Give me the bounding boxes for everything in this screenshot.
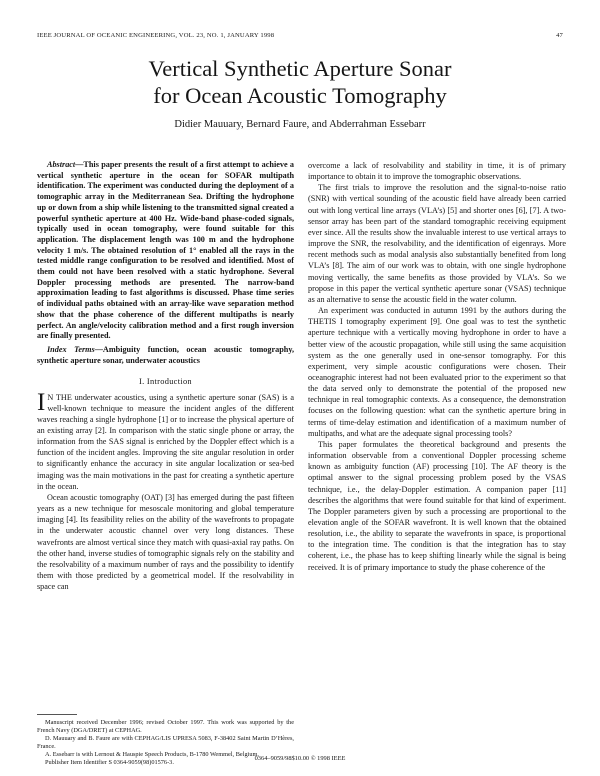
footnote-affiliation-2: A. Essebarr is with Lernout & Hauspie Speech Products, B-1780 Wemmel, Belgium. (45, 751, 259, 759)
page-number: 47 (556, 32, 563, 39)
section-heading: I. Introduction (139, 377, 192, 387)
author-list: Didier Mauuary, Bernard Faure, and Abderrahman Essebarr (174, 119, 426, 130)
right-paragraph-1: The first trials to improve the resolution and the signal-to-noise ratio (SNR) with vertical sounding of the acoustic field have already been carried out with long vertical line arrays (VLA’s) [5] and shorter ones [6], [7]. A two-sensor array has been part of the standard tomographic receiving equipment ever since. All the results show the invaluable interest to use vertical arrays to improve the SNR, the resolvability, and the identification of eigenrays. More recent methods such as modal analysis also substantially benefited from long VLA’s [8]. The aim of our work was to obtain, with one single hydrophone moving vertically, the same benefits as those provided by VLA’s. So we propose in this paper the vertical synthetic aperture sonar (VSAS) technique as an alternative to sense the acoustic field in the water column. (308, 183, 566, 304)
footnote-publisher-id: Publisher Item Identifier S 0364-9059(98)01576-3. (45, 759, 174, 767)
running-header (37, 32, 563, 44)
intro-paragraph-2: Ocean acoustic tomography (OAT) [3] has emerged during the past fifteen years as a new technique for mesoscale monitoring and global temperature imaging [4]. Its feasibility relies on the ability of the wavefronts to propagate in the underwater acoustic channel over very long distances. These wavefronts are almost vertical since they match with quasi-axial ray paths. On the other hand, inverse studies of tomographic signals rely on the stability and the resolvability of a maximum number of rays and the possibility to identify them with those predicted by a geometrical model. If the resolvability in space can (37, 492, 294, 592)
right-paragraph-3: This paper formulates the theoretical background and presents the information observable from a conventional Doppler processing scheme known as ambiguity function (AF) processing [10]. The AF theory is the optimal answer to the signal processing problem posed by the VSAS technique, i.e., the delay-Doppler estimation. A companion paper [11] describes the algorithms that were found suitable for that kind of experiment. The Doppler parameters given by such a processing are proportional to the elevation angle of the SOFAR wavefront. It is well known that the obtained resolution, i.e., the ability to separate the wavefronts in space, is proportional to the integration time. The condition is that the integration has to stay coherent, i.e., the phase has to keep shifting linearly while the signal is being received. It is of primary importance to study the phase coherence of the (308, 439, 566, 572)
title-line-2: for Ocean Acoustic Tomography (153, 83, 447, 108)
right-paragraph-2: An experiment was conducted in autumn 1991 by the authors during the THETIS I tomography experiment [9]. One goal was to test the synthetic aperture technique with a vertically moving hydrophone in order to have a better view of the acoustic propagation, while still using the same acquisition system as the one generally used in one-sensor tomography. For this experiment, very simple acoustic configurations were chosen. Their oceanographic interest had not been evaluated prior to the experiment so that the data served only to demonstrate the potential of the proposed new technique in real tomographic contexts. As a consequence, the demonstration focuses on the following question: what can the synthetic aperture bring in terms of time-delay estimation and identification of a maximum number of multipaths, and what are the adequate signal processing tools? (308, 306, 566, 438)
intro-paragraph-1-text: N THE underwater acoustics, using a synthetic aperture sonar (SAS) is a well-known technique to measure the incident angles of the different waves reaching a single hydrophone [1] or to increase the physical aperture of an existing array [2]. In comparison with the static single phone or array, the information from the SAS signal is enriched by the Doppler effect which is a function of the incident angles. Improving the site angular resolution in order to significantly enhance the accuracy in site angular localization or sea-bed imaging was the main motivations in the past for creating a synthetic aperture in the ocean. (37, 392, 294, 491)
footnote-manuscript: Manuscript received December 1996; revised October 1997. This work was supported by the French Navy (DGA/DRET) at CEPHAG. (37, 719, 294, 735)
abstract-lead: Abstract— (47, 160, 84, 169)
paper-title (0, 55, 600, 109)
abstract (37, 160, 294, 342)
drop-cap: I (37, 388, 46, 416)
right-column (308, 160, 566, 573)
index-terms-text: —Ambiguity function, ocean acoustic tomography, synthetic aperture sonar, underwater acoustics (37, 344, 295, 365)
abstract-text: This paper presents the result of a first attempt to achieve a vertical synthetic aperture in the ocean for SOFAR multipath identification. The experiment was conducted during the deployment of a tomographic array in the Mediterranean Sea. Drifting the hydrophone up or down from a ship while listening to the transmitted signal created a powerful synthetic aperture at 400 Hz. Wide-band phase-coded signals, typically used in ocean tomography, were found suitable for this application. The displacement length was 100 m and the hydrophone velocity 1 m/s. The obtained resolution of 1° enabled all the rays in the tested middle range configuration to be resolved and identified. Most of them could not have been resolved with a static hydrophone. Several Doppler processing methods are presented. The narrow-band approximation leading to fast algorithms is discussed. Phase time series of individual paths obtained with an array-like wave separation method show that the phase coherence of the different multipaths is nearly perfect. An angle/velocity calibration method and a first rough inversion are finally presented. (37, 160, 294, 341)
intro-paragraph-1 (37, 388, 294, 492)
title-line-1: Vertical Synthetic Aperture Sonar (148, 56, 452, 81)
copyright-line: 0364–9059/98$10.00 © 1998 IEEE (254, 755, 346, 762)
index-terms-lead: Index Terms (47, 344, 95, 354)
footnote-rule (37, 714, 77, 715)
footnote-affiliation-1: D. Mauuary and B. Faure are with CEPHAG/LIS UPRESA 5083, F-38402 Saint Martin D’Hères, France. (37, 735, 294, 751)
journal-name: IEEE JOURNAL OF OCEANIC ENGINEERING, VOL. 23, NO. 1, JANUARY 1998 (37, 32, 275, 39)
left-column (37, 160, 294, 592)
right-paragraph-0: overcome a lack of resolvability and stability in time, it is of primary importance to obtain it to improve the tomographic observations. (308, 161, 566, 182)
index-terms (37, 345, 294, 366)
